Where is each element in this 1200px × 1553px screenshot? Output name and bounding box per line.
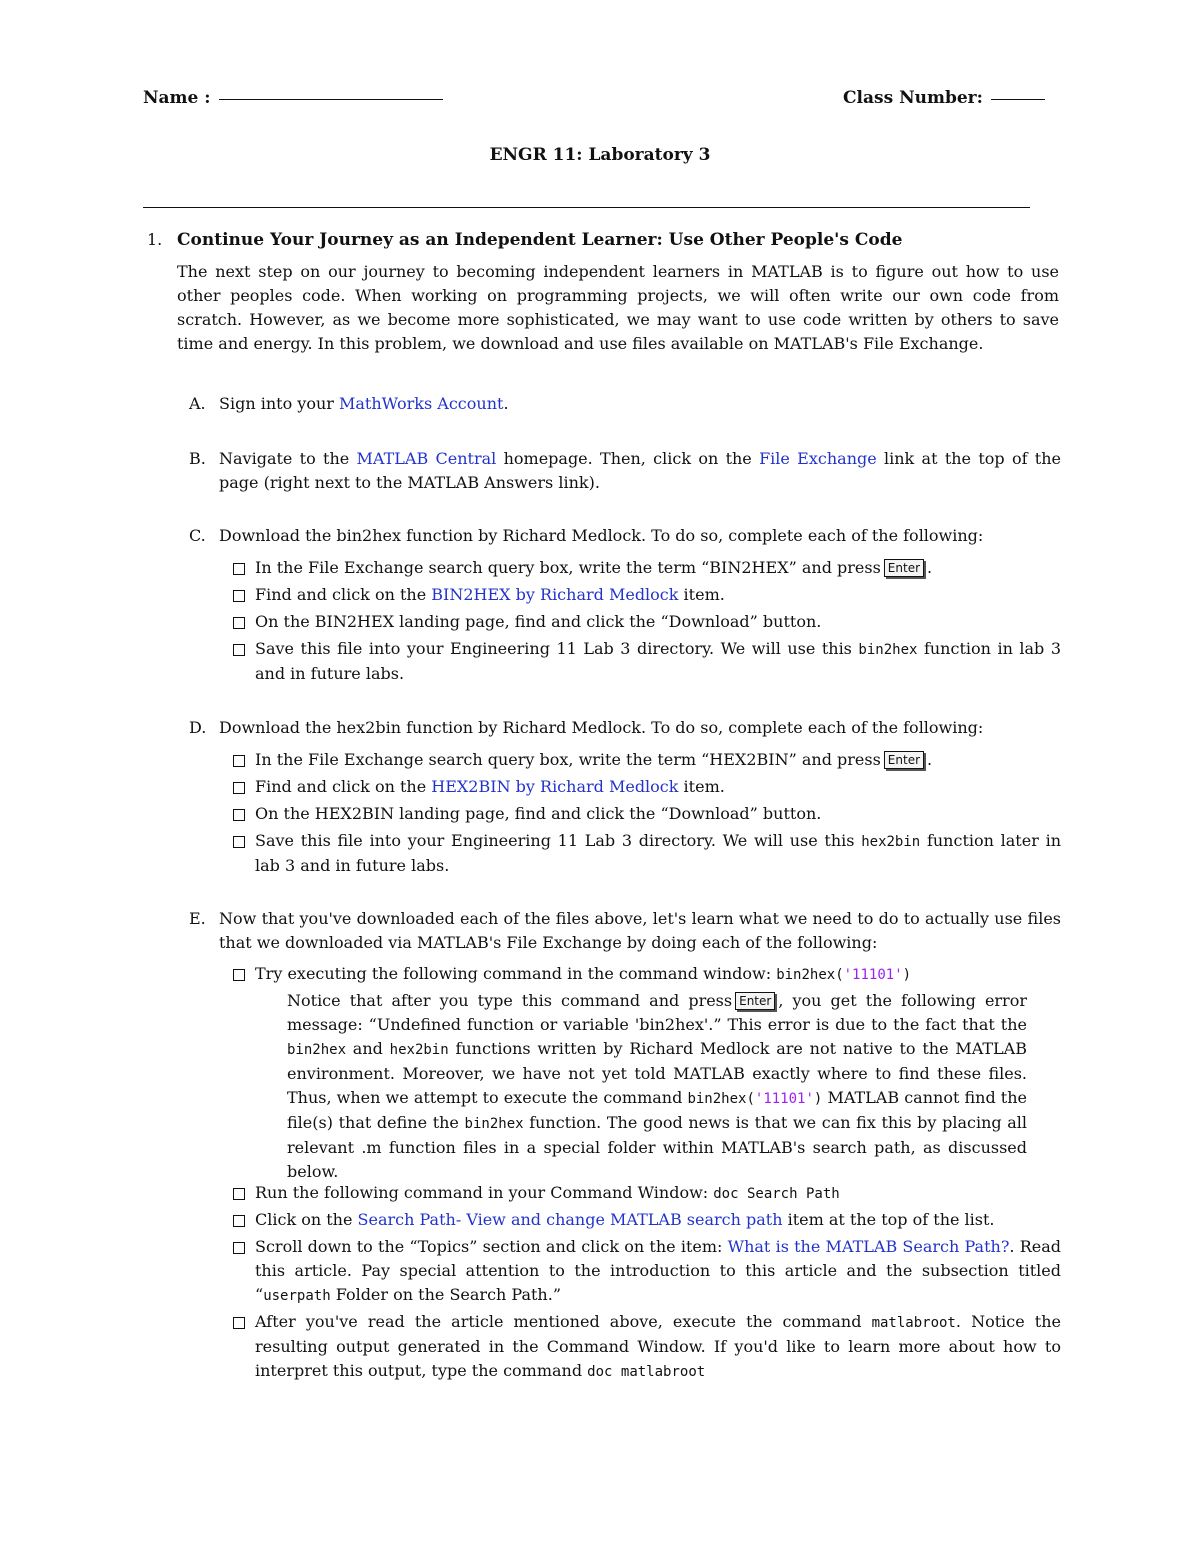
checkbox[interactable] — [233, 1215, 245, 1227]
item-text — [255, 637, 1061, 686]
name-field — [143, 88, 443, 108]
page-title: ENGR 11: Laboratory 3 — [489, 145, 711, 165]
step-text: Now that you've downloaded each of the files above, let's learn what we need to do to actually use files that we downloaded via MATLAB's File Exchange by doing each of the following: — [219, 909, 1061, 952]
hex2bin-link[interactable]: HEX2BIN by Richard Medlock — [431, 777, 679, 796]
code-string: '11101' — [754, 1091, 814, 1107]
step-text — [219, 447, 1061, 495]
code: bin2hex — [858, 642, 918, 658]
text: and — [346, 1039, 390, 1058]
item-text: On the BIN2HEX landing page, find and click the “Download” button. — [255, 612, 822, 631]
name-label: Name : — [143, 88, 211, 108]
divider — [143, 207, 1030, 208]
text: function later in lab 3 and in future labs. — [255, 831, 1061, 875]
checkbox[interactable] — [233, 809, 245, 821]
code — [776, 967, 911, 983]
error-explanation — [287, 989, 1027, 1184]
question-title: Continue Your Journey as an Independent Learner: Use Other People's Code — [177, 230, 903, 250]
code — [687, 1091, 822, 1107]
text: , you get the following error message: “Undefined function or variable 'bin2hex'.” This error is due to the fact that the — [287, 991, 1027, 1034]
item-text: On the HEX2BIN landing page, find and click the “Download” button. — [255, 804, 822, 823]
step-text — [219, 392, 1061, 416]
item-text — [255, 829, 1061, 878]
file-exchange-link[interactable]: File Exchange — [759, 449, 877, 468]
text: Save this file into your Engineering 11 Lab 3 directory. We will use this — [255, 831, 862, 850]
item-text — [255, 1310, 1061, 1384]
text: . Notice the resulting output generated in the Command Window. If you'd like to learn more about how to interpret this output, type the command — [255, 1312, 1061, 1380]
text: Run the following command in your Command Window: — [255, 1183, 714, 1202]
text: item at the top of the list. — [782, 1210, 995, 1229]
item-text — [255, 962, 1061, 987]
text: Sign into your — [219, 394, 339, 413]
code: userpath — [263, 1288, 331, 1304]
text: MATLAB cannot find the file(s) that define the — [287, 1088, 1028, 1132]
checkbox[interactable] — [233, 617, 245, 629]
text: After you've read the article mentioned above, execute the command — [255, 1312, 872, 1331]
class-number-blank[interactable] — [991, 98, 1045, 100]
name-blank[interactable] — [219, 98, 443, 100]
checkbox[interactable] — [233, 782, 245, 794]
step-text: Download the bin2hex function by Richard Medlock. To do so, complete each of the following: — [219, 526, 984, 545]
class-number-label: Class Number: — [843, 88, 983, 108]
code-string: '11101' — [843, 967, 903, 983]
question-intro: The next step on our journey to becoming independent learners in MATLAB is to figure out how to use other peoples code. When working on programming projects, we will often write our own code from scratch. However, as we become more sophisticated, we may want to use code written by others to save time and energy. In this problem, we download and use files available on MATLAB's File Exchange. — [177, 262, 1059, 353]
text: function. The good news is that we can fix this by placing all relevant .m function files in a special folder within MATLAB's search path, as discussed below. — [287, 1113, 1028, 1181]
enter-key-icon: Enter — [884, 559, 924, 577]
step-label: C. — [189, 526, 206, 545]
checkbox[interactable] — [233, 969, 245, 981]
text: Try executing the following command in the command window: — [255, 964, 777, 983]
checkbox[interactable] — [233, 1242, 245, 1254]
text: . Read this article. Pay special attention to the introduction to this article and the subsection titled “ — [255, 1237, 1061, 1304]
text: item. — [678, 585, 725, 604]
text: Notice that after you type this command and press — [287, 991, 733, 1010]
text: function in lab 3 and in future labs. — [255, 639, 1061, 683]
step-text: Download the hex2bin function by Richard Medlock. To do so, complete each of the following: — [219, 718, 984, 737]
enter-key-icon: Enter — [884, 751, 924, 769]
step-label: A. — [189, 394, 206, 413]
code-fn: ) — [813, 1091, 823, 1107]
code: hex2bin — [861, 834, 921, 850]
text: functions written by Richard Medlock are not native to the MATLAB environment. Moreover, we have not yet told MATLAB exactly where to find these files. Thus, when we attempt to execute the command — [287, 1039, 1027, 1107]
text: Folder on the Search Path.” — [330, 1285, 561, 1304]
question-number: 1. — [147, 230, 163, 249]
checkbox[interactable] — [233, 1317, 245, 1329]
enter-key-icon: Enter — [735, 992, 775, 1010]
bin2hex-link[interactable]: BIN2HEX by Richard Medlock — [431, 585, 679, 604]
step-label: B. — [189, 449, 206, 468]
item-text — [255, 583, 1061, 607]
item-text — [255, 1208, 1061, 1232]
item-text — [255, 556, 1061, 580]
checkbox[interactable] — [233, 563, 245, 575]
text: Navigate to the — [219, 449, 357, 468]
text: . — [927, 750, 933, 769]
text: In the File Exchange search query box, write the term “BIN2HEX” and press — [255, 558, 881, 577]
text: homepage. Then, click on the — [496, 449, 760, 468]
text: In the File Exchange search query box, write the term “HEX2BIN” and press — [255, 750, 881, 769]
code-fn: bin2hex( — [687, 1091, 755, 1107]
text: item. — [678, 777, 725, 796]
checkbox[interactable] — [233, 590, 245, 602]
code: bin2hex — [464, 1116, 524, 1132]
step-label: E. — [189, 909, 206, 928]
text: . — [927, 558, 933, 577]
code-fn: ) — [902, 967, 912, 983]
code-fn: bin2hex( — [776, 967, 844, 983]
checkbox[interactable] — [233, 755, 245, 767]
text: Find and click on the — [255, 585, 432, 604]
item-text — [255, 1181, 1061, 1206]
code: bin2hex — [287, 1042, 347, 1058]
what-is-search-path-link[interactable]: What is the MATLAB Search Path? — [727, 1237, 1010, 1256]
checkbox[interactable] — [233, 836, 245, 848]
item-text — [255, 775, 1061, 799]
mathworks-account-link[interactable]: MathWorks Account — [339, 394, 504, 413]
text: link at the top of the page (right next to the MATLAB Answers link). — [219, 449, 1061, 492]
code: matlabroot — [871, 1315, 956, 1331]
text: Find and click on the — [255, 777, 432, 796]
code: doc Search Path — [713, 1186, 840, 1202]
item-text — [255, 748, 1061, 772]
text: Scroll down to the “Topics” section and click on the item: — [255, 1237, 728, 1256]
checkbox[interactable] — [233, 1188, 245, 1200]
code: hex2bin — [389, 1042, 449, 1058]
text: . — [503, 394, 509, 413]
text: Save this file into your Engineering 11 Lab 3 directory. We will use this — [255, 639, 859, 658]
checkbox[interactable] — [233, 644, 245, 656]
class-number-field — [843, 88, 1045, 108]
code: doc matlabroot — [587, 1364, 706, 1380]
matlab-central-link[interactable]: MATLAB Central — [356, 449, 497, 468]
step-label: D. — [189, 718, 207, 737]
search-path-link[interactable]: Search Path- View and change MATLAB search path — [357, 1210, 783, 1229]
item-text — [255, 1235, 1061, 1308]
text: Click on the — [255, 1210, 358, 1229]
